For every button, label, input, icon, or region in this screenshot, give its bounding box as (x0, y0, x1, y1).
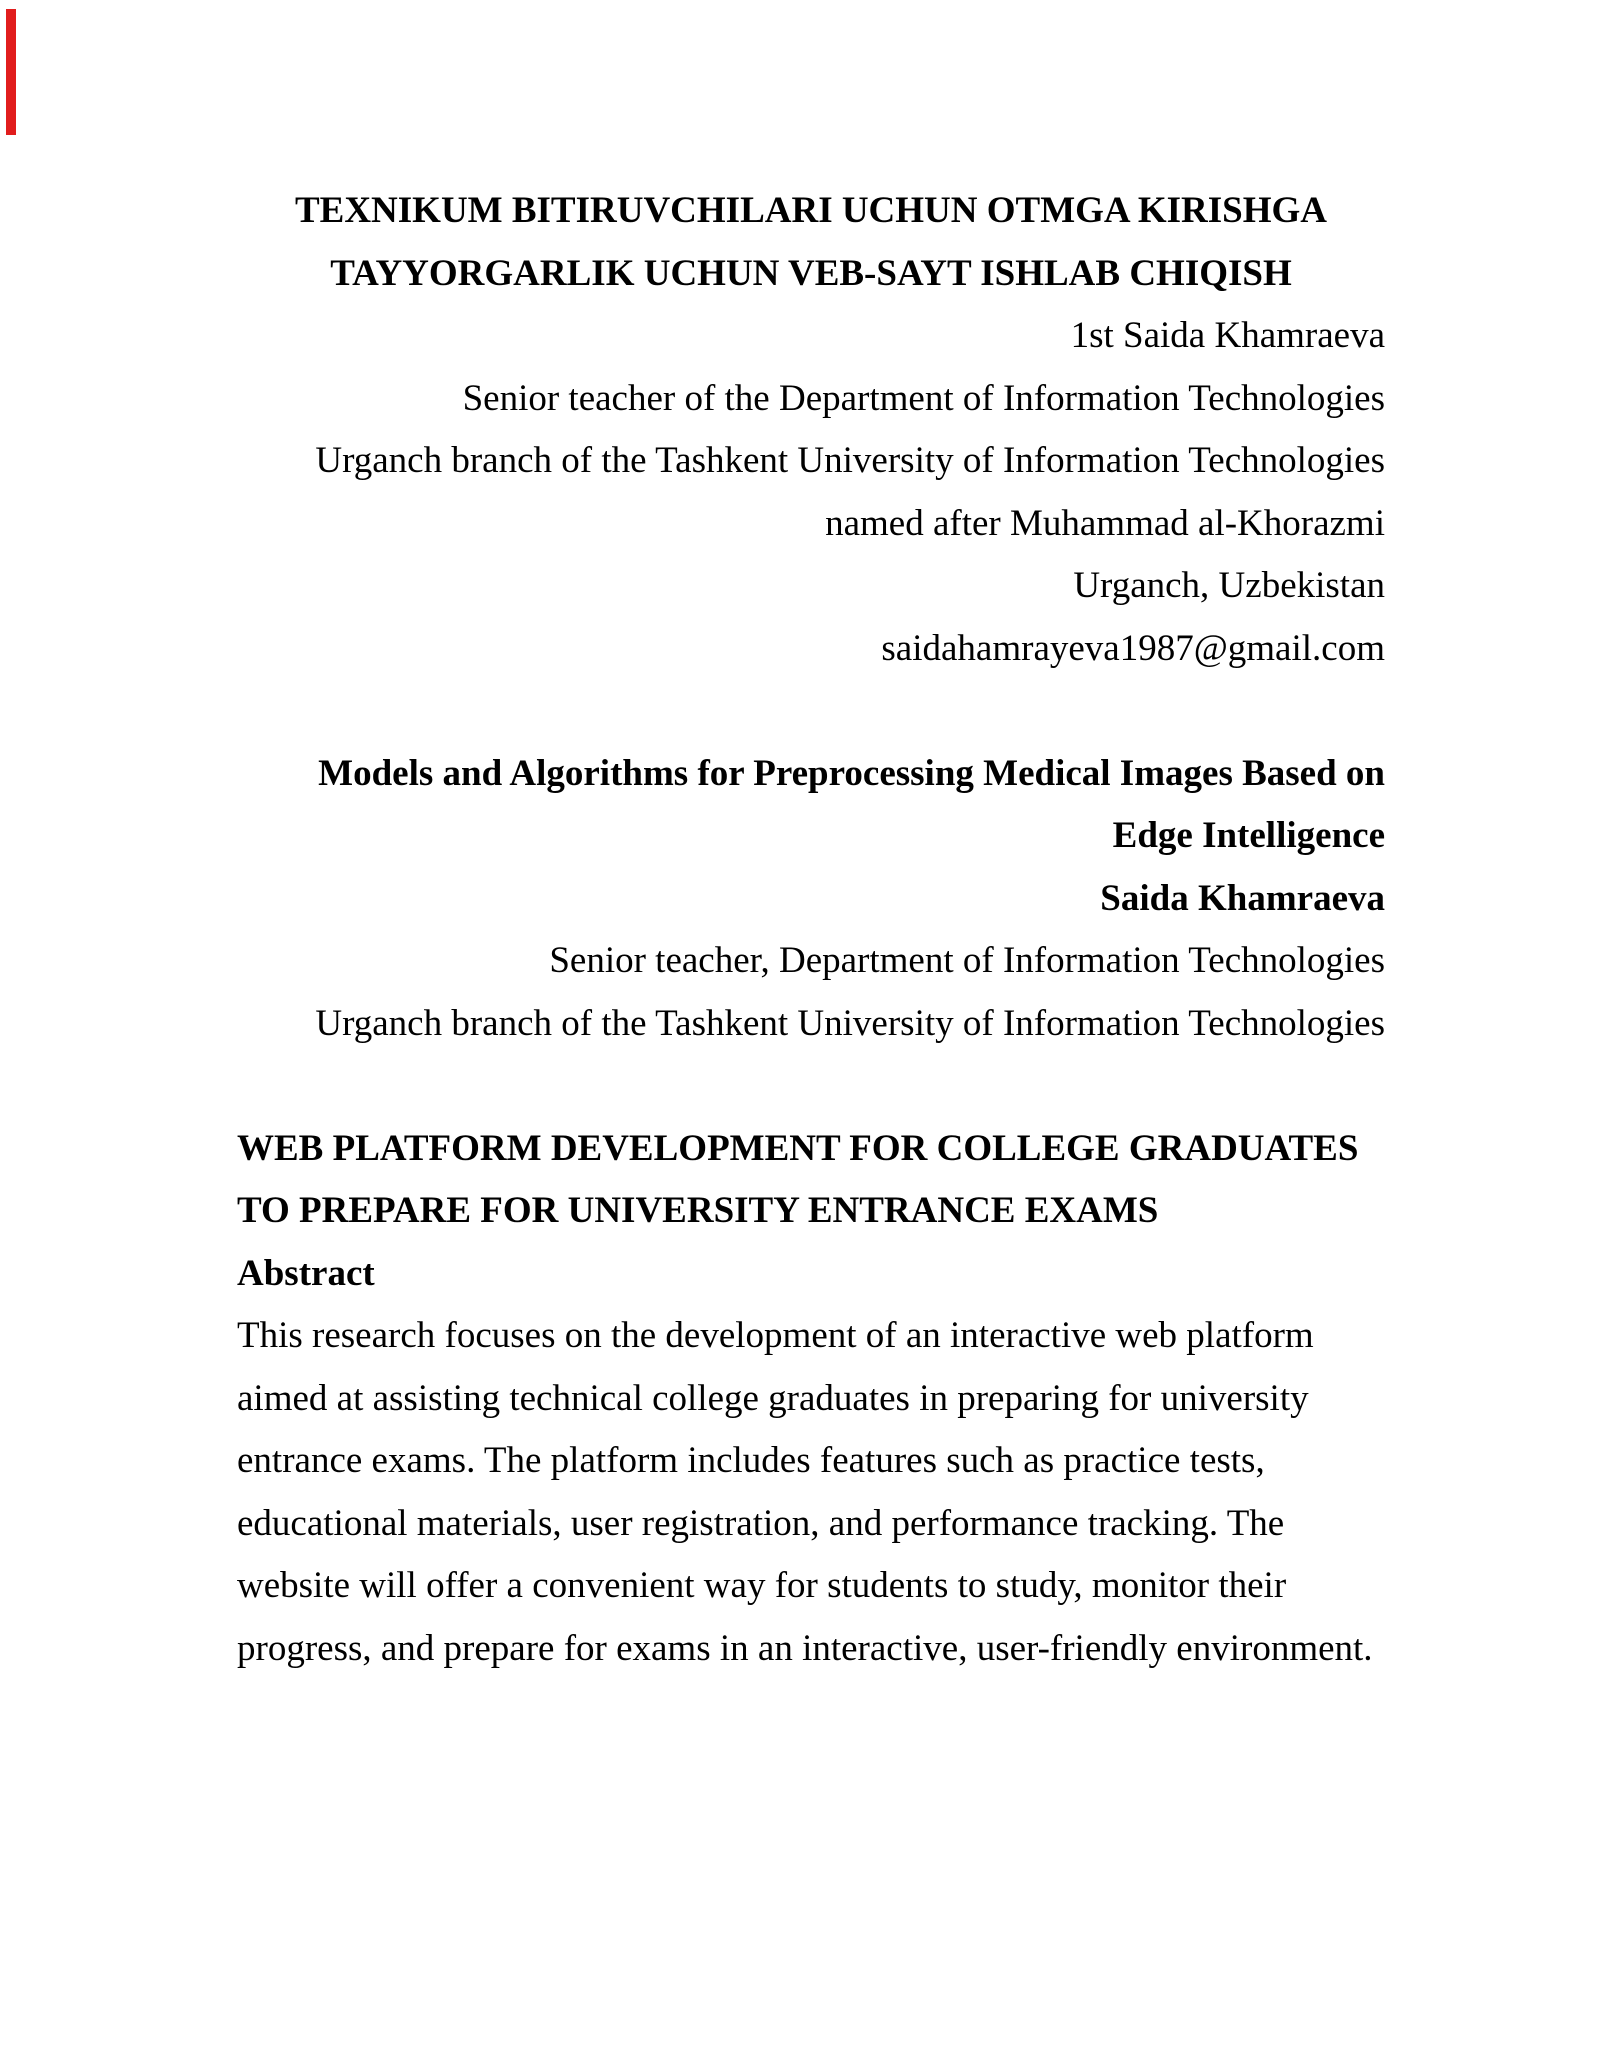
author-role-line: Senior teacher of the Department of Information Technologies (462, 377, 1385, 419)
page-content (237, 180, 1385, 1680)
revision-marker-bar (6, 9, 16, 135)
section-heading-line: TO PREPARE FOR UNIVERSITY ENTRANCE EXAMS (237, 1190, 1159, 1231)
author-name-line: 1st Saida Khamraeva (1070, 315, 1385, 356)
abstract-paragraph (237, 1305, 1385, 1680)
author-affiliation-line: Urganch branch of the Tashkent University of Information Technologies (315, 440, 1385, 481)
blank-line (237, 1055, 1385, 1118)
author-location-line: Urganch, Uzbekistan (1073, 565, 1385, 606)
paper-title-uz (237, 180, 1385, 305)
abstract-label: Abstract (237, 1252, 375, 1294)
abstract-line: This research focuses on the development of an interactive web platform (237, 1315, 1314, 1356)
abstract-line: website will offer a convenient way for students to study, monitor their (237, 1565, 1287, 1606)
section-heading-line: WEB PLATFORM DEVELOPMENT FOR COLLEGE GRADUATES (237, 1127, 1359, 1169)
second-title-line: Edge Intelligence (1112, 815, 1385, 856)
second-title-affiliation-line: Senior teacher, Department of Information Technologies (549, 940, 1385, 981)
second-title-author: Saida Khamraeva (1100, 877, 1385, 919)
abstract-line: aimed at assisting technical college graduates in preparing for university (237, 1377, 1309, 1419)
second-title-affiliation-line: Urganch branch of the Tashkent University of Information Technologies (315, 1002, 1385, 1044)
second-title-line: Models and Algorithms for Preprocessing Medical Images Based on (318, 752, 1385, 794)
abstract-line: entrance exams. The platform includes features such as practice tests, (237, 1440, 1265, 1481)
abstract-line: educational materials, user registration, and performance tracking. The (237, 1502, 1285, 1544)
second-paper-title (237, 743, 1385, 1056)
author-affiliation-line: named after Muhammad al-Khorazmi (825, 502, 1385, 544)
paper-title-line: TEXNIKUM BITIRUVCHILARI UCHUN OTMGA KIRISHGA (294, 190, 1327, 231)
paper-title-line: TAYYORGARLIK UCHUN VEB-SAYT ISHLAB CHIQISH (330, 252, 1292, 294)
section-heading-en (237, 1118, 1385, 1306)
blank-line (237, 680, 1385, 743)
abstract-line: progress, and prepare for exams in an interactive, user-friendly environment. (237, 1627, 1373, 1669)
author-email: saidahamrayeva1987@gmail.com (881, 627, 1385, 669)
author-block (237, 305, 1385, 680)
